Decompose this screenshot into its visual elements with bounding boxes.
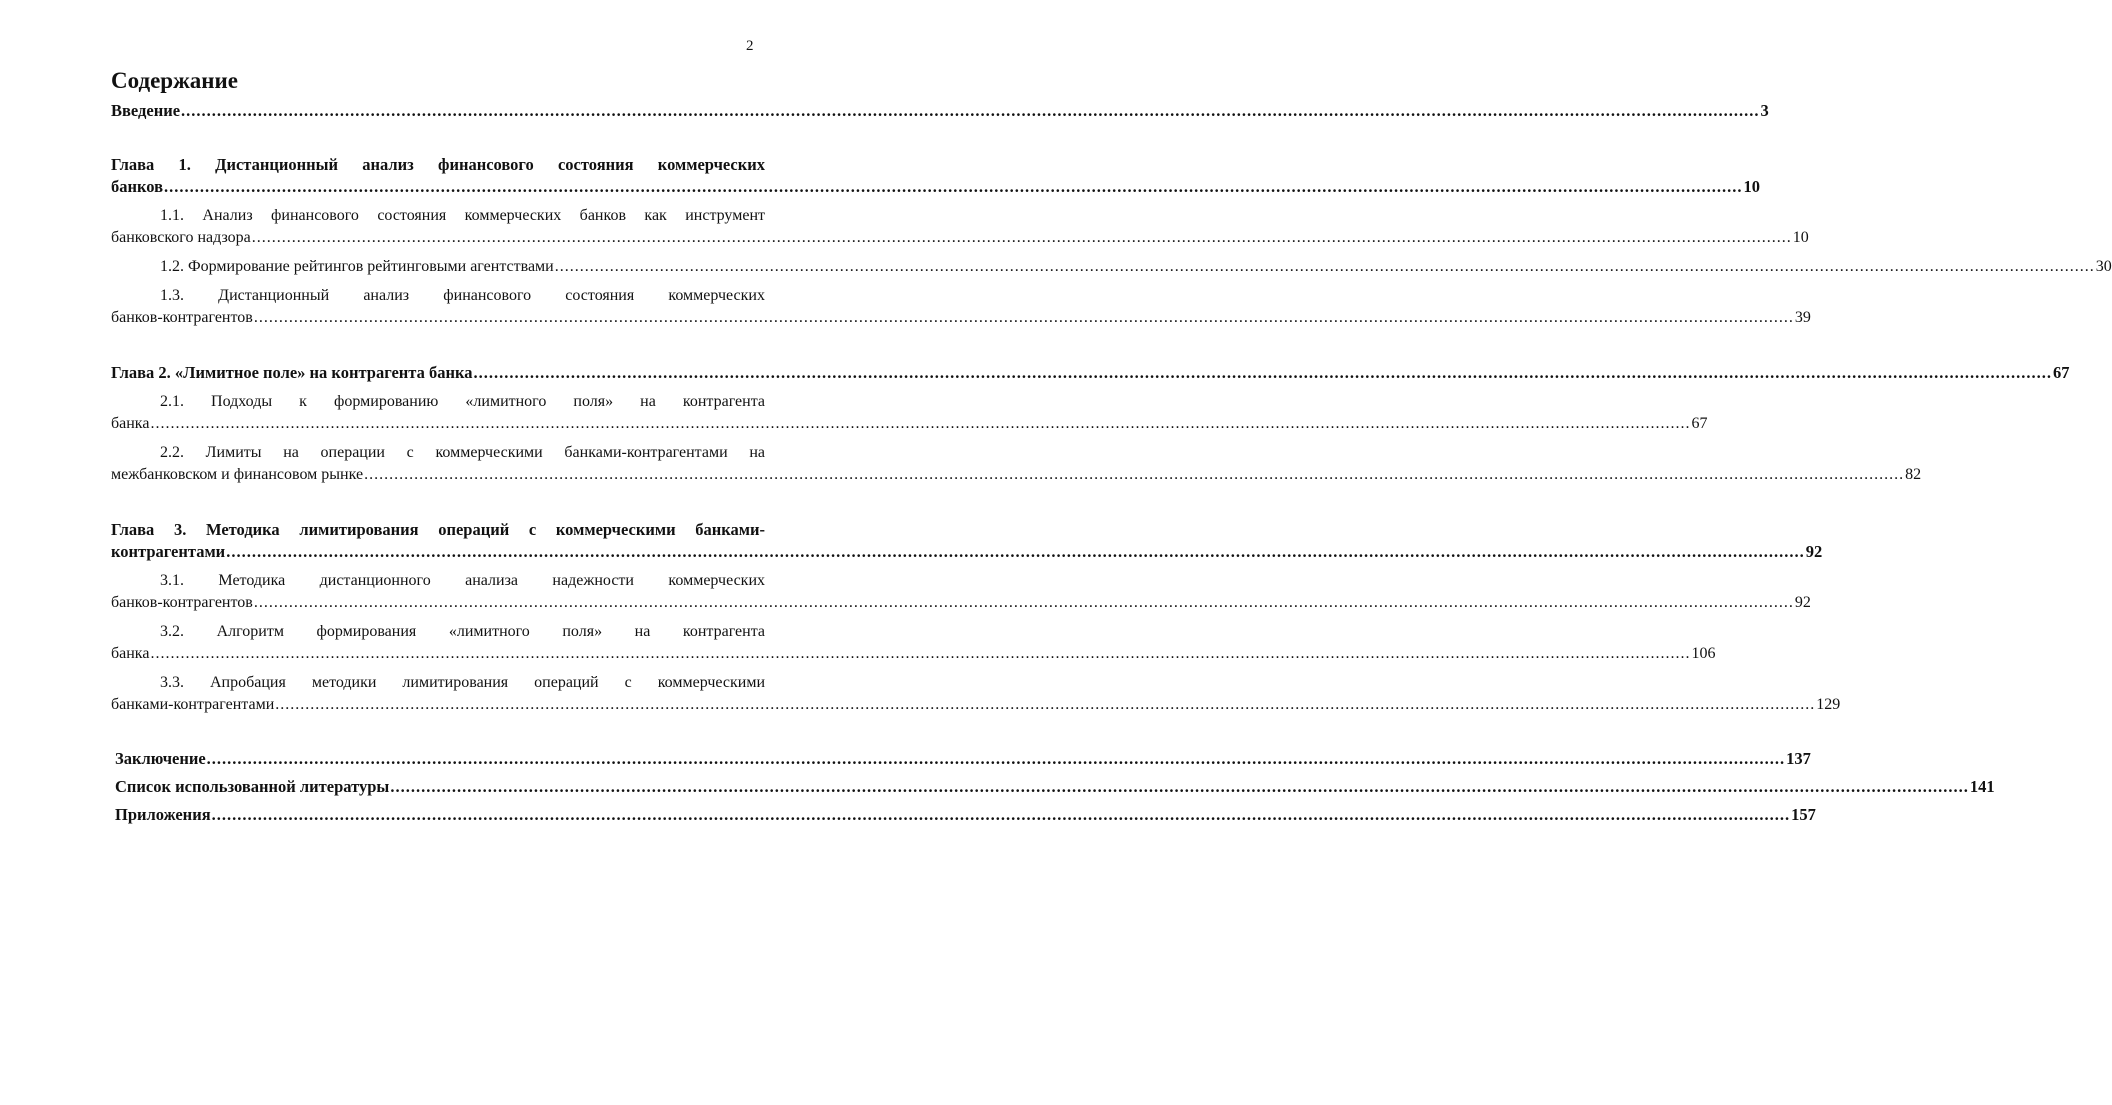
toc-entry-label: банка <box>111 415 150 432</box>
toc-subsection-2-2[interactable] <box>111 442 1922 486</box>
toc-entry-references[interactable] <box>111 776 1995 798</box>
toc-entry-label: контрагентами <box>111 542 226 561</box>
chapter-title-end <box>111 362 2070 384</box>
toc-entry-label: Приложения <box>115 805 211 824</box>
dot-leader <box>254 307 1794 329</box>
subsection-title-end <box>111 256 2112 278</box>
toc-entry-page: 82 <box>1905 466 1922 483</box>
toc-entry-page: 106 <box>1691 645 1716 662</box>
toc-chapter-3[interactable] <box>111 519 1823 563</box>
toc-subsection-2-1[interactable] <box>111 391 1708 435</box>
toc-entry-label: банками-контрагентами <box>111 696 275 713</box>
dot-leader <box>212 804 1791 826</box>
subsection-title-line: 2.1. Подходы к формированию «лимитного поля» на контрагента <box>160 393 765 410</box>
toc-entry-label: банков-контрагентов <box>111 309 253 326</box>
toc-entry-label: межбанковском и финансовом рынке <box>111 466 364 483</box>
subsection-title-line: 2.2. Лимиты на операции с коммерческими банками-контрагентами на <box>160 444 765 461</box>
subsection-title-end <box>111 227 1809 249</box>
toc-entry-label: Глава 2. «Лимитное поле» на контрагента банка <box>111 363 473 382</box>
toc-entry-page: 137 <box>1786 749 1811 768</box>
toc-entry-label: банка <box>111 645 150 662</box>
dot-leader <box>474 362 2053 384</box>
toc-entry-page: 67 <box>2053 363 2070 382</box>
toc-entry-label: 1.2. Формирование рейтингов рейтинговыми агентствами <box>160 258 554 275</box>
toc-subsection-3-2[interactable] <box>111 621 1716 665</box>
toc-entry-appendices[interactable] <box>111 804 1816 826</box>
subsection-title-line: 1.3. Дистанционный анализ финансового состояния коммерческих <box>160 287 765 304</box>
subsection-title-end <box>111 413 1708 435</box>
toc-entry-page: 30 <box>2095 258 2112 275</box>
subsection-title-line: 3.1. Методика дистанционного анализа надежности коммерческих <box>160 572 765 589</box>
toc-entry-label: Введение <box>111 101 181 120</box>
toc-subsection-3-1[interactable] <box>111 570 1811 614</box>
dot-leader <box>181 100 1760 122</box>
subsection-title-line: 3.3. Апробация методики лимитирования операций с коммерческими <box>160 674 765 691</box>
toc-entry-page: 92 <box>1805 542 1823 561</box>
toc-entry-page: 141 <box>1969 777 1995 796</box>
dot-leader <box>150 413 1690 435</box>
toc-entry-label: банков-контрагентов <box>111 594 253 611</box>
toc-entry-label: банковского надзора <box>111 229 251 246</box>
dot-leader <box>164 176 1743 198</box>
toc-entry-page: 67 <box>1691 415 1708 432</box>
table-of-contents <box>111 98 2112 826</box>
toc-entry-page: 10 <box>1792 229 1809 246</box>
subsection-title-line: 1.1. Анализ финансового состояния коммерческих банков как инструмент <box>160 207 765 224</box>
chapter-title-end <box>111 176 1761 198</box>
page-title: Содержание <box>111 68 238 93</box>
chapter-title-end <box>111 541 1823 563</box>
subsection-title-end <box>111 592 1811 614</box>
dot-leader <box>390 776 1969 798</box>
subsection-title-end <box>111 694 1841 716</box>
dot-leader <box>364 464 1904 486</box>
subsection-title-end <box>111 307 1811 329</box>
dot-leader <box>555 256 2095 278</box>
toc-entry-page: 10 <box>1743 177 1761 196</box>
toc-entry-label: Заключение <box>115 749 206 768</box>
subsection-title-line: 3.2. Алгоритм формирования «лимитного поля» на контрагента <box>160 623 765 640</box>
toc-entry-page: 157 <box>1791 805 1816 824</box>
toc-chapter-2[interactable] <box>111 362 2070 384</box>
toc-entry-page: 129 <box>1816 696 1841 713</box>
subsection-title-end <box>111 464 1922 486</box>
toc-entry-page: 92 <box>1794 594 1811 611</box>
subsection-title-end <box>111 643 1716 665</box>
toc-entry-label: Список использованной литературы <box>115 777 390 796</box>
toc-subsection-1-3[interactable] <box>111 285 1811 329</box>
chapter-title-line: Глава 1. Дистанционный анализ финансового состояния коммерческих <box>111 155 765 174</box>
toc-entry-page: 3 <box>1760 101 1769 120</box>
toc-entry-label: банков <box>111 177 164 196</box>
dot-leader <box>252 227 1792 249</box>
toc-subsection-1-2[interactable] <box>111 256 2112 278</box>
toc-subsection-1-1[interactable] <box>111 205 1809 249</box>
dot-leader <box>226 541 1805 563</box>
dot-leader <box>254 592 1794 614</box>
chapter-title-line: Глава 3. Методика лимитирования операций с коммерческими банками- <box>111 520 765 539</box>
toc-chapter-1[interactable] <box>111 154 1761 198</box>
toc-entry-intro[interactable] <box>111 100 1769 122</box>
dot-leader <box>150 643 1690 665</box>
toc-entry-page: 39 <box>1794 309 1811 326</box>
dot-leader <box>207 748 1786 770</box>
toc-subsection-3-3[interactable] <box>111 672 1841 716</box>
dot-leader <box>275 694 1815 716</box>
toc-entry-conclusion[interactable] <box>111 748 1811 770</box>
page-number: 2 <box>746 38 754 54</box>
